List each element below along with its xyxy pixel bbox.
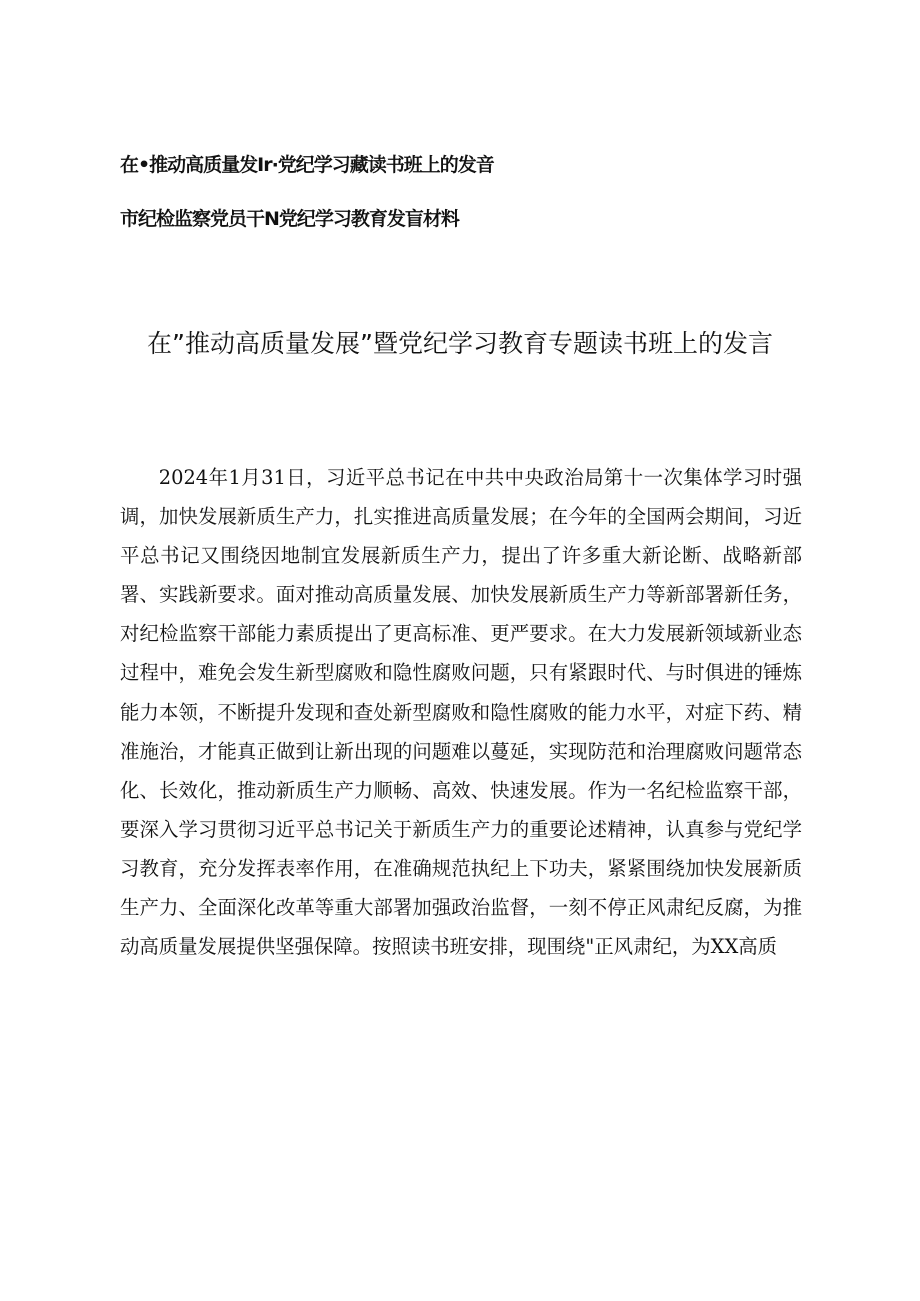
document-list [120, 150, 820, 234]
document-list-item-1: 在•推动高质量发Ir·党纪学习藏读书班上的发音 [120, 154, 494, 176]
body-paragraph: 2024年1月31日，习近平总书记在中共中央政治局第十一次集体学习时强调，加快发展新质生产力，扎实推进高质量发展；在今年的全国两会期间，习近平总书记又围绕因地制宜发展新质生产力，提出了许多重大新论断、战略新部署、实践新要求。面对推动高质量发展、加快发展新质生产力等新部署新任务，对纪检监察干部能力素质提出了更高标准、更严要求。在大力发展新领域新业态过程中，难免会发生新型腐败和隐性腐败问题，只有紧跟时代、与时俱进的锤炼能力本领，不断提升发现和查处新型腐败和隐性腐败的能力水平，对症下药、精准施治，才能真正做到让新出现的问题难以蔓延，实现防范和治理腐败问题常态化、长效化，推动新质生产力顺畅、高效、快速发展。作为一名纪检监察干部，要深入学习贯彻习近平总书记关于新质生产力的重要论述精神，认真参与党纪学习教育，充分发挥表率作用，在准确规范执纪上下功夫，紧紧围绕加快发展新质生产力、全面深化改革等重大部署加强政治监督，一刻不停正风肃纪反腐，为推动高质量发展提供坚强保障。按照读书班安排，现围绕"正风肃纪，为XX高质 [120, 466, 802, 959]
document-list-item-2: 市纪检监察党员干N党纪学习教育发盲材料 [120, 208, 459, 230]
document-title: 在”推动高质量发展”暨党纪学习教育专题读书班上的发言 [147, 329, 773, 358]
